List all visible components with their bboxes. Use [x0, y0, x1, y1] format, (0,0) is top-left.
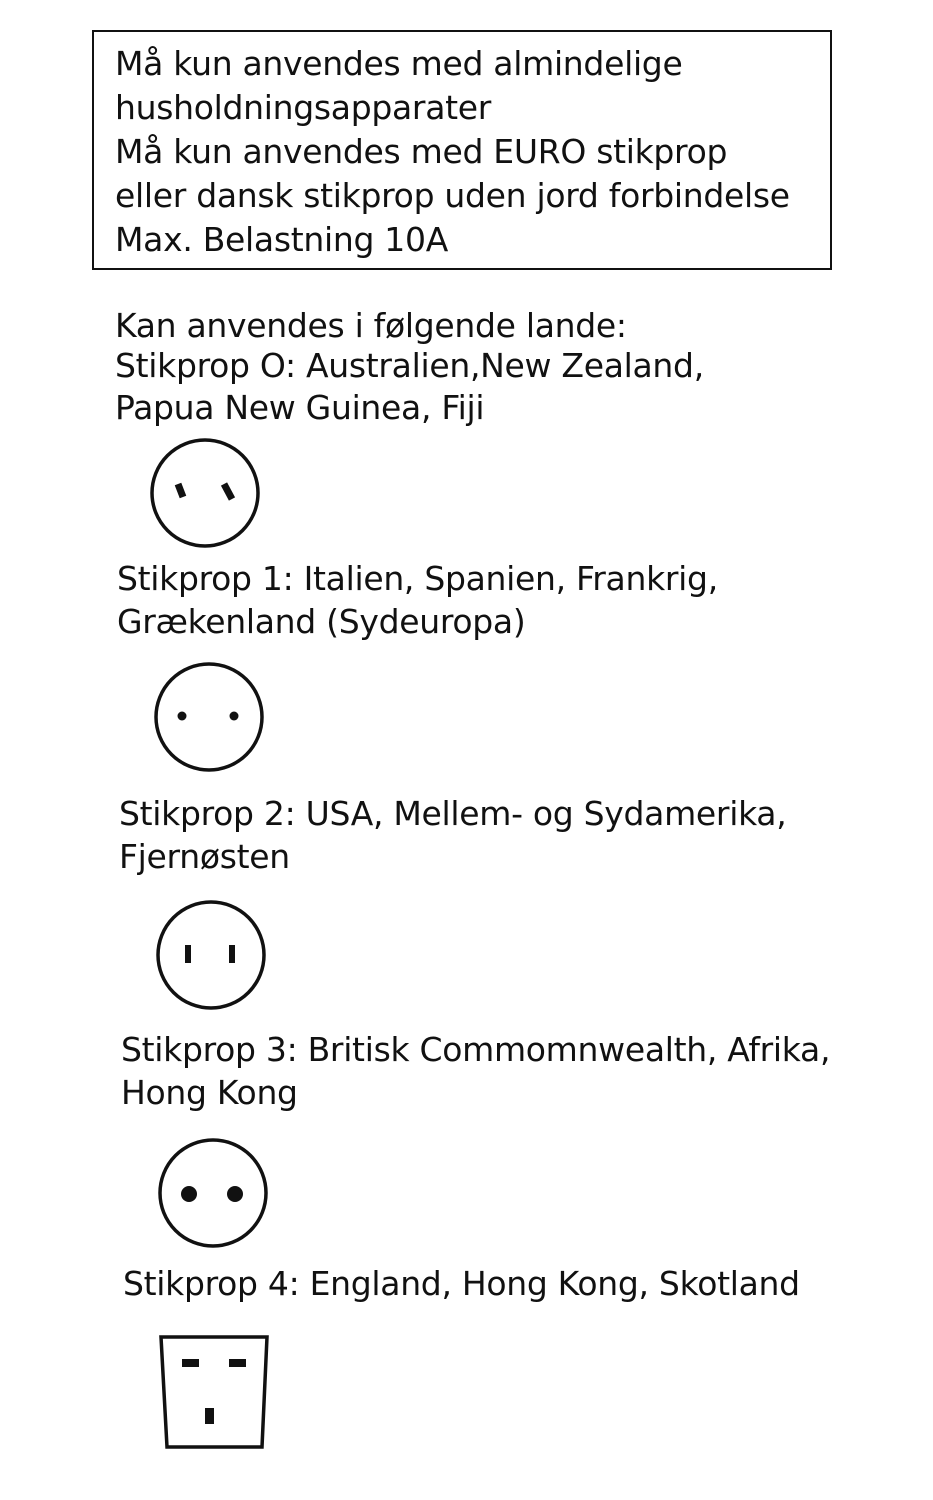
plug-type-o-angled-pins-icon [146, 436, 264, 550]
plug-2-description-line-1: Stikprop 2: USA, Mellem- og Sydamerika, [119, 794, 787, 833]
plug-4-description-line-1: Stikprop 4: England, Hong Kong, Skotland [123, 1264, 800, 1303]
plug-type-1-small-round-pins-icon [150, 660, 268, 774]
plug-3-description-line-2: Hong Kong [121, 1073, 298, 1112]
notice-line-2: husholdningsapparater [115, 88, 492, 127]
plug-2-description-line-2: Fjernøsten [119, 837, 290, 876]
countries-heading: Kan anvendes i følgende lande: [115, 306, 627, 345]
plug-1-description-line-2: Grækenland (Sydeuropa) [117, 602, 526, 641]
plug-type-4-three-rectangular-pins-icon [158, 1334, 270, 1452]
plug-0-description-line-1: Stikprop O: Australien,New Zealand, [115, 346, 704, 385]
notice-line-4: eller dansk stikprop uden jord forbindelse [115, 176, 790, 215]
plug-1-description-line-1: Stikprop 1: Italien, Spanien, Frankrig, [117, 559, 718, 598]
plug-3-description-line-1: Stikprop 3: Britisk Commomnwealth, Afrika, [121, 1030, 831, 1069]
notice-line-1: Må kun anvendes med almindelige [115, 44, 683, 83]
notice-line-3: Må kun anvendes med EURO stikprop [115, 132, 728, 171]
plug-0-description-line-2: Papua New Guinea, Fiji [115, 388, 485, 427]
plug-type-3-large-round-pins-icon [154, 1136, 272, 1250]
plug-type-2-flat-pins-icon [152, 898, 270, 1012]
notice-line-5: Max. Belastning 10A [115, 220, 448, 259]
